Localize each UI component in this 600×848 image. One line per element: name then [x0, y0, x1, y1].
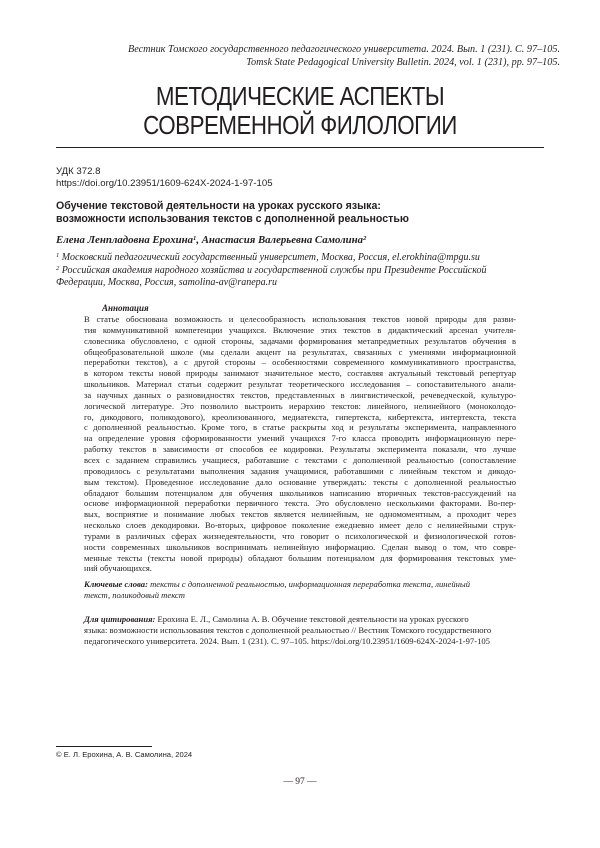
- section-title: [42, 82, 558, 140]
- affiliation-1: [56, 252, 544, 265]
- abstract-line: го, дикодового, поликодового), креолизованного, медиатекста, гипертекста, кибертекста, интертекста, текста: [84, 411, 516, 422]
- keywords: [84, 579, 516, 601]
- abstract-line: с дополненной реальностью. Кроме того, в статье раскрыты ход и результаты эксперимента, направленного: [84, 422, 516, 433]
- citation-line: языка: возможности использования текстов с дополненной реальностью // Вестник Томского государственного: [84, 625, 492, 635]
- article-title-line2: возможности использования текстов с дополненной реальностью: [56, 213, 409, 226]
- abstract-line: общеобразовательной школе (мы сделали акцент на результатах, связанных с умениями информационной: [84, 346, 516, 357]
- affiliation-text: Московский педагогический государственный университет, Москва, Россия, el.erokhina@mpgu.su: [59, 252, 480, 263]
- abstract-line: менные тексты (тексты новой природы) обладают большим потенциалом для формирования текстовых уме-: [84, 552, 516, 563]
- abstract-line: ности современных школьников воспринимать нелинейную информацию. Сделан вывод о том, что совре-: [84, 541, 516, 552]
- abstract-line: переработки текстов), а с другой стороны – особенностями современного коммуникативного пространства,: [84, 357, 516, 368]
- abstract-line: словесника обусловлено, с одной стороны, задачами формирования метапредметных результатов обучения в: [84, 335, 516, 346]
- abstract-line: основе информационной переработки первичного текста. Это обусловлено несколькими факторами. Во-пер-: [84, 498, 516, 509]
- keywords-label: Ключевые слова:: [84, 579, 148, 589]
- abstract-line: за научных данных о разновидностях текстов, представленных в лингвистической, речеведческой, культуро-: [84, 389, 516, 400]
- abstract-line: обладают большим потенциалом для обучения школьников написанию вторичных текстов-рассуждений на: [84, 487, 516, 498]
- author-name: Елена Ленпладовна Ерохина: [56, 234, 194, 246]
- author-affiliation-mark: 2: [363, 235, 367, 242]
- citation-line: педагогического университета. 2024. Вып. 1 (231). С. 97–105. https://doi.org/10.23951/1609-624X-2024-1-97-105: [84, 636, 490, 646]
- abstract-line: вых, восприятие и понимание любых текстов является нелинейным, не одномоментным, а проходит через: [84, 509, 516, 520]
- abstract-line: логической литературе. Это позволило выстроить иерархию текстов: линейного, нелинейного (моноколодо-: [84, 400, 516, 411]
- article-title-line1: Обучение текстовой деятельности на уроках русского языка:: [56, 200, 381, 212]
- journal-citation-en: Tomsk State Pedagogical University Bulletin. 2024, vol. 1 (231), pp. 97–105.: [246, 56, 560, 68]
- journal-citation-ru: Вестник Томского государственного педагогического университета. 2024. Вып. 1 (231). С. 97–105.: [128, 44, 560, 55]
- abstract-line: ний обучающихся.: [84, 563, 152, 574]
- abstract-line: всех с заданием справились учащиеся, работавшие с текстами с дополненной реальностью (сопоставление: [84, 454, 516, 465]
- affiliation-mark: 2: [56, 264, 60, 272]
- udc-code: УДК 372.8: [56, 166, 101, 177]
- affiliation-text: Российская академия народного хозяйства и государственной службы при Президенте Российской: [59, 264, 487, 276]
- author-list: [56, 234, 366, 247]
- citation-line: [84, 614, 516, 625]
- affiliation-2: [56, 265, 544, 278]
- abstract-line: турами в различных сферах жизнедеятельности, что говорит о психологической и физиологической готов-: [84, 530, 516, 541]
- footnote-divider: [56, 746, 152, 747]
- citation-label: Для цитирования:: [84, 614, 156, 624]
- keywords-line: текст, поликодовый текст: [84, 590, 185, 600]
- abstract-line: на определение уровня сформированности умений учащихся 7-го класса проводить информационную пере-: [84, 433, 516, 444]
- abstract-line: работку текстов в зависимости от способов ее кодировки. Результаты эксперимента показали, что лучше: [84, 444, 516, 455]
- affiliation-2-cont: Федерации, Москва, Россия, samolina-av@ranepa.ru: [56, 277, 278, 289]
- affiliation-mark: 1: [56, 252, 60, 259]
- abstract-line: школьников. Материал статьи содержит результат теоретического исследования – сопоставительного анали-: [84, 379, 516, 390]
- section-divider: [56, 147, 544, 148]
- abstract-line: В статье обоснована возможность и целесообразность использования текстов новой природы для разви-: [84, 314, 516, 324]
- abstract-line: несколько слоев декодировки. Во-вторых, цифровое поколение ежедневно имеет дело с нелинейными струк-: [84, 520, 516, 531]
- section-title-line2: СОВРЕМЕННОЙ ФИЛОЛОГИИ: [143, 110, 457, 140]
- author-name: Анастасия Валерьевна Самолина: [201, 234, 364, 246]
- abstract-body: [84, 314, 516, 574]
- abstract-line: проводилось с результатами выполнения задания учащимися, работавшими с линейным текстом и дикодо-: [84, 465, 516, 476]
- copyright-notice: © Е. Л. Ерохина, А. В. Самолина, 2024: [56, 750, 193, 759]
- citation-text: Ерохина Е. Л., Самолина А. В. Обучение текстовой деятельности на уроках русского: [155, 614, 469, 624]
- section-title-line1: МЕТОДИЧЕСКИЕ АСПЕКТЫ: [155, 81, 445, 111]
- author-affiliation-mark: 1: [193, 235, 197, 242]
- abstract-line: тия коммуникативной компетенции учащихся. Включение этих текстов в дидактический арсенал учителя-: [84, 324, 516, 335]
- page-number: — 97 —: [283, 777, 317, 787]
- doi-link[interactable]: https://doi.org/10.23951/1609-624X-2024-1-97-105: [56, 178, 273, 189]
- keywords-text: тексты с дополненной реальностью, информационная переработка текста, линейный: [147, 579, 471, 589]
- keywords-line: [84, 579, 516, 590]
- journal-header: [40, 44, 560, 69]
- author-separator: ,: [196, 234, 202, 246]
- citation: [84, 614, 516, 647]
- affiliations: [56, 252, 544, 290]
- article-title: [56, 200, 544, 227]
- abstract-heading: Аннотация: [102, 303, 149, 313]
- abstract-line: вым текстом). Проведенное исследование дало основание утверждать: тексты с дополненной реальностью: [84, 476, 516, 487]
- abstract-line: в котором тексты новой природы занимают значительное место, составляя актуальный текстовый репертуар: [84, 368, 516, 379]
